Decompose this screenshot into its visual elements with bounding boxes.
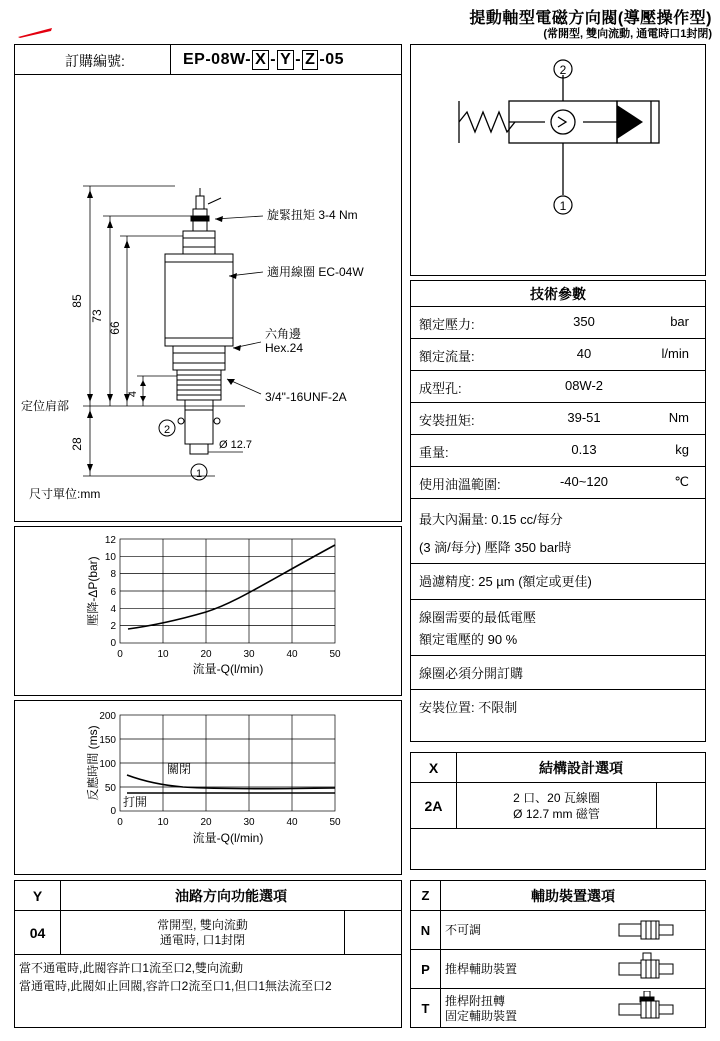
- chart2-ylabel: 反應時間 (ms): [86, 725, 100, 801]
- chart1-ylabel: 壓降-ΔP(bar): [86, 556, 100, 626]
- svg-text:40: 40: [286, 817, 298, 828]
- spec-row-weight: [411, 435, 705, 467]
- x-title: 結構設計選項: [539, 759, 623, 776]
- callout-torque: 旋緊扭矩 3-4 Nm: [267, 208, 358, 222]
- spec-divider-2: [411, 599, 705, 600]
- svg-text:20: 20: [200, 817, 212, 828]
- spec-note-voltage-1: 線圈需要的最低電壓: [419, 610, 537, 625]
- spec-row-install-torque: [411, 403, 705, 435]
- x-row-code: 2A: [411, 783, 457, 828]
- spec-unit-5: ℃: [674, 474, 689, 489]
- svg-text:2: 2: [110, 621, 116, 632]
- svg-text:40: 40: [286, 649, 298, 660]
- callout-coil: 適用線圈 EC-04W: [267, 265, 364, 279]
- y-note-1: 當不通電時,此閥容許口1流至口2,雙向流動: [19, 961, 244, 975]
- z-title: 輔助裝置選項: [531, 887, 615, 904]
- svg-text:30: 30: [243, 817, 255, 828]
- spec-note-voltage-2: 額定電壓的 90 %: [419, 632, 518, 647]
- spec-label-3: 安裝扭矩:: [419, 413, 475, 428]
- spec-divider-4: [411, 689, 705, 690]
- port-2-marker: 2: [163, 424, 171, 436]
- spec-value-4: 0.13: [571, 442, 597, 457]
- z-option-table: [410, 880, 706, 1028]
- x-table-row: [411, 783, 705, 829]
- solenoid-arrow-icon: [617, 105, 643, 139]
- spec-note-mount-position: 安裝位置: 不限制: [419, 700, 518, 715]
- y-row-code: 04: [15, 911, 61, 954]
- spec-value-0: 350: [573, 314, 595, 329]
- svg-text:20: 20: [200, 649, 212, 660]
- units-note: 尺寸單位:mm: [29, 487, 101, 501]
- callout-hex: 六角邊: [265, 327, 302, 341]
- order-code-value: [183, 50, 344, 70]
- z-table-row-t: [411, 989, 705, 1028]
- svg-text:50: 50: [104, 783, 116, 794]
- svg-text:10: 10: [157, 649, 169, 660]
- svg-text:30: 30: [243, 649, 255, 660]
- z-table-row-p: [411, 950, 705, 989]
- page-subtitle: (常開型, 雙向流動, 通電時口1封閉): [543, 28, 712, 40]
- x-option-table: [410, 752, 706, 870]
- spec-title: 技術參數: [411, 281, 705, 307]
- order-z: Z: [302, 50, 318, 70]
- response-time-chart: [14, 700, 402, 875]
- svg-text:50: 50: [329, 649, 341, 660]
- specification-table: [410, 280, 706, 742]
- spec-unit-3: Nm: [668, 410, 689, 425]
- x-row-desc: [457, 783, 657, 828]
- page-header: [0, 0, 720, 40]
- z-row-code-p: P: [411, 950, 441, 988]
- hydraulic-symbol-panel: [410, 44, 706, 276]
- dim-73: 73: [90, 309, 104, 323]
- spec-divider-3: [411, 655, 705, 656]
- order-code-box: [170, 45, 403, 74]
- spec-value-2: 08W-2: [564, 378, 604, 393]
- valve-drawing: [15, 76, 401, 481]
- svg-text:50: 50: [329, 817, 341, 828]
- z-row-code-t: T: [411, 989, 441, 1028]
- order-sep1: -: [270, 51, 277, 68]
- svg-text:100: 100: [99, 759, 116, 770]
- callout-shoulder: 定位肩部: [21, 399, 70, 413]
- y-table-header: [15, 881, 401, 911]
- dim-85: 85: [70, 294, 84, 308]
- y-notes: [19, 959, 332, 995]
- z-row-desc-t-line2: 固定輔助裝置: [445, 1008, 518, 1023]
- y-option-table: [14, 880, 402, 1028]
- svg-text:12: 12: [104, 535, 116, 546]
- y-note-2: 當通電時,此閥如止回閥,容許口2流至口1,但口1無法流至口2: [19, 979, 332, 993]
- z-icon-p: [599, 952, 699, 986]
- spec-label-2: 成型孔:: [419, 381, 462, 396]
- z-row-desc-p: [445, 950, 595, 988]
- z-row-code-n: N: [411, 911, 441, 949]
- spec-note-leakage-2: (3 滴/每分) 壓降 350 bar時: [419, 540, 572, 555]
- response-time-plot: [15, 701, 401, 874]
- svg-text:0: 0: [117, 649, 123, 660]
- svg-text:0: 0: [117, 817, 123, 828]
- symbol-port-1: 1: [559, 199, 567, 213]
- spec-label-1: 額定流量:: [419, 349, 475, 364]
- x-table-header: [411, 753, 705, 783]
- svg-text:10: 10: [104, 552, 116, 563]
- spec-row-cavity: [411, 371, 705, 403]
- svg-text:10: 10: [157, 817, 169, 828]
- spec-note-filtration: 過濾精度: 25 µm (額定或更佳): [419, 574, 592, 589]
- x-row-desc-line2: Ø 12.7 mm 磁管: [513, 806, 600, 821]
- callout-thread: 3/4"-16UNF-2A: [265, 390, 347, 404]
- chart2-xlabel: 流量-Q(l/min): [192, 831, 264, 845]
- spec-value-1: 40: [576, 346, 592, 361]
- z-row-desc-t: [445, 989, 595, 1028]
- order-sep2: -: [295, 51, 302, 68]
- x-row-desc-line1: 2 口、20 瓦線圈: [513, 790, 600, 805]
- z-row-desc-n-line1: 不可調: [445, 922, 482, 937]
- series-pressure-drop: [128, 545, 335, 629]
- spec-row-rated-flow: [411, 339, 705, 371]
- order-code-row: [15, 45, 401, 75]
- y-title: 油路方向功能選項: [175, 887, 287, 904]
- spec-label-4: 重量:: [419, 445, 449, 460]
- dim-diameter: Ø 12.7: [219, 439, 253, 451]
- spec-value-5: -40~120: [559, 474, 609, 489]
- order-x: X: [252, 50, 269, 70]
- order-code-label: 訂購編號:: [65, 53, 125, 69]
- drawing-panel: [14, 44, 402, 522]
- order-suffix: -05: [319, 51, 344, 68]
- y-row-desc: [61, 911, 345, 954]
- brand-mark-icon: [18, 28, 52, 38]
- svg-text:200: 200: [99, 711, 116, 722]
- y-row-desc-line2: 通電時, 口1封閉: [159, 932, 246, 947]
- callout-hex-size: Hex.24: [265, 341, 304, 355]
- dim-66: 66: [108, 321, 122, 335]
- svg-text:8: 8: [110, 569, 116, 580]
- z-table-header: [411, 881, 705, 911]
- z-table-row-n: [411, 911, 705, 950]
- spec-note-coil-order: 線圈必須分開訂購: [419, 666, 524, 681]
- z-icon-t: [599, 991, 699, 1025]
- z-row-desc-p-line1: 推桿輔助裝置: [445, 961, 518, 976]
- z-row-desc-n: [445, 911, 595, 949]
- svg-text:0: 0: [110, 806, 116, 817]
- chart2-annotation-close: 關閉: [167, 762, 192, 776]
- spec-unit-0: bar: [670, 314, 689, 329]
- z-row-desc-t-line1: 推桿附扭轉: [445, 993, 506, 1008]
- z-icon-n: [599, 913, 699, 947]
- spec-divider-1: [411, 563, 705, 564]
- spec-note-leakage: 最大內漏量: 0.15 cc/每分: [419, 512, 563, 527]
- spec-unit-1: l/min: [661, 346, 689, 361]
- svg-text:6: 6: [110, 587, 116, 598]
- y-table-row: [15, 911, 401, 955]
- page-title: 提動軸型電磁方向閥(導壓操作型): [469, 10, 712, 27]
- spec-label-5: 使用油溫範圍:: [419, 477, 501, 492]
- chart2-annotation-open: 打開: [123, 795, 148, 809]
- spec-row-oil-temp: [411, 467, 705, 499]
- svg-text:150: 150: [99, 735, 116, 746]
- svg-text:4: 4: [110, 604, 116, 615]
- y-row-desc-line1: 常開型, 雙向流動: [157, 917, 248, 932]
- port-1-marker: 1: [195, 468, 203, 480]
- symbol-port-2: 2: [559, 63, 567, 77]
- spec-unit-4: kg: [675, 442, 689, 457]
- pressure-drop-plot: [15, 527, 401, 695]
- dim-4: 4: [127, 390, 139, 398]
- spec-value-3: 39-51: [567, 410, 601, 425]
- spec-row-rated-pressure: [411, 307, 705, 339]
- chart1-xlabel: 流量-Q(l/min): [192, 662, 264, 676]
- order-y: Y: [277, 50, 294, 70]
- series-close: [127, 775, 335, 789]
- svg-text:0: 0: [110, 638, 116, 649]
- x-code-header: X: [411, 753, 457, 782]
- z-code-header: Z: [411, 881, 441, 910]
- order-prefix: EP-08W-: [183, 51, 252, 68]
- dim-28: 28: [70, 437, 84, 451]
- hydraulic-symbol: [411, 45, 705, 275]
- spec-label-0: 額定壓力:: [419, 317, 475, 332]
- y-code-header: Y: [15, 881, 61, 910]
- pressure-drop-chart: [14, 526, 402, 696]
